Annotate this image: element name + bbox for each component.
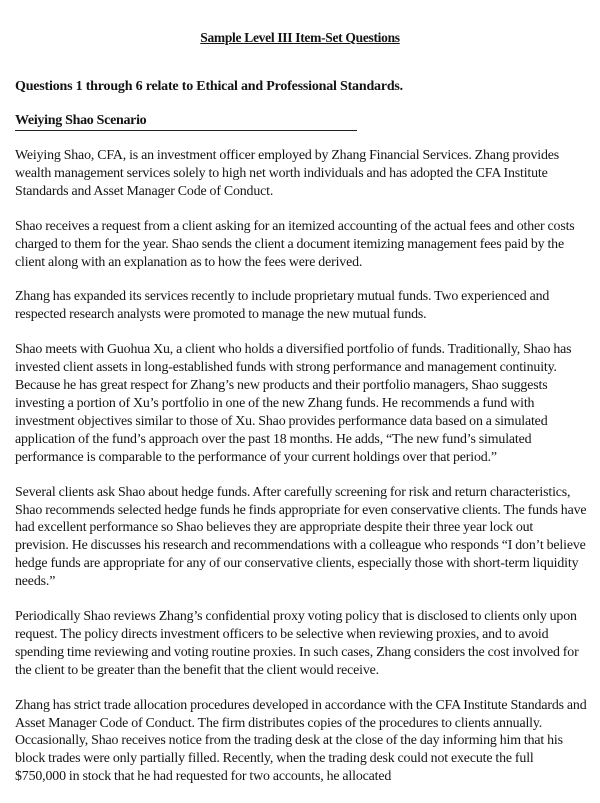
section-intro: Questions 1 through 6 relate to Ethical and Professional Standards. [15, 79, 403, 94]
document-title: Sample Level III Item-Set Questions [200, 30, 400, 45]
scenario-body [15, 147, 587, 803]
paragraph-proxy-voting: Periodically Shao reviews Zhang’s confidential proxy voting policy that is disclosed to clients only upon request. The policy directs investment officers to be selective when reviewing proxies, and to avoid spending time reviewing and voting routine proxies. In such cases, Zhang considers the cost involved for the client to be greater than the benefit that the client would receive. [15, 609, 579, 678]
paragraph-fee-request: Shao receives a request from a client asking for an itemized accounting of the actual fees and other costs charged to them for the year. Shao sends the client a document itemizing management fees paid by the client along with an explanation as to how the fees were derived. [15, 218, 575, 270]
paragraph-trade-allocation: Zhang has strict trade allocation procedures developed in accordance with the CFA Institute Standards and Asset Manager Code of Conduct. The firm distributes copies of the procedures to clients annually. Occasionally, Shao receives notice from the trading desk at the close of the day informing him that his block trades were only partially filled. Recently, when the trading desk could not execute the full $750,000 in stock that he had requested for two accounts, he allocated [15, 697, 587, 785]
paragraph-xu-meeting: Shao meets with Guohua Xu, a client who holds a diversified portfolio of funds. Traditionally, Shao has invested client assets in long-established funds with strong performance and management continuity. Because he has great respect for Zhang’s new products and their portfolio managers, Shao suggests investing a portion of Xu’s portfolio in one of the new Zhang funds. He recommends a fund with investment objectives similar to those of Xu. Shao provides performance data based on a simulated application of the fund’s approach over the past 18 months. He adds, “The new fund’s simulated performance is comparable to the performance of your current holdings over that period.” [15, 342, 572, 465]
paragraph-firm-overview: Weiying Shao, CFA, is an investment officer employed by Zhang Financial Services. Zhang provides wealth management services solely to high net worth individuals and has adopted the CFA Institute Standards and Asset Manager Code of Conduct. [15, 148, 560, 199]
paragraph-hedge-funds: Several clients ask Shao about hedge funds. After carefully screening for risk and return characteristics, Shao recommends selected hedge funds he finds appropriate for even conservative clients. The funds have had excellent performance so Shao believes they are appropriate despite their three year lock out prevision. He discusses his research and recommendations with a colleague who responds “I don’t believe hedge funds are appropriate for any of our conservative clients, especially those with short-term liquidity needs.” [15, 484, 587, 590]
paragraph-mutual-funds: Zhang has expanded its services recently to include proprietary mutual funds. Two experienced and respected research analysts were promoted to manage the new mutual funds. [15, 289, 550, 323]
scenario-heading: Weiying Shao Scenario [15, 112, 357, 131]
